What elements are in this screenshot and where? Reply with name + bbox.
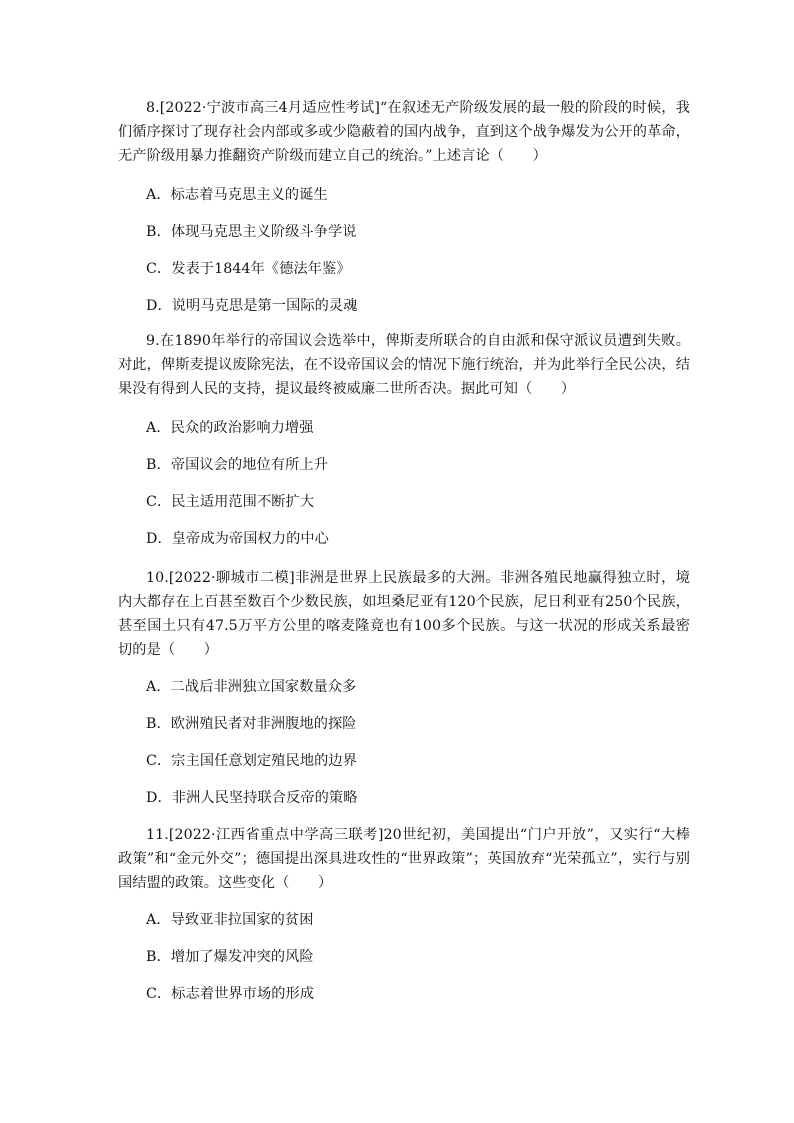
question-9-option-a: A．民众的政治影响力增强	[146, 420, 314, 436]
question-11-stem: 11.[2022·江西省重点中学高三联考]20世纪初，美国提出“门户开放”，又实行“大棒政策”和“金元外交”；德国提出深具进攻性的“世界政策”；英国放弃“光荣孤立”，实行与别国结盟的政策。这些变化（ ）	[118, 827, 690, 891]
question-8-option-a: A．标志着马克思主义的诞生	[146, 187, 328, 203]
question-8-option-d: D．说明马克思是第一国际的灵魂	[146, 298, 358, 314]
question-8-option-c: C．发表于1844年《德法年鉴》	[146, 261, 351, 277]
question-10-stem: 10.[2022·聊城市二模]非洲是世界上民族最多的大洲。非洲各殖民地赢得独立时，境内大都存在上百甚至数百个少数民族，如坦桑尼亚有120个民族，尼日利亚有250个民族，甚至国土只有47.5万平方公里的喀麦隆竟也有100多个民族。与这一状况的形成关系最密切的是（ ）	[118, 570, 690, 658]
question-10-option-b: B．欧洲殖民者对非洲腹地的探险	[146, 716, 357, 732]
question-10-option-a: A．二战后非洲独立国家数量众多	[146, 679, 357, 695]
question-9-stem: 9.在1890年举行的帝国议会选举中，俾斯麦所联合的自由派和保守派议员遭到失败。对此，俾斯麦提议废除宪法，在不设帝国议会的情况下施行统治，并为此举行全民公决，结果没有得到人民的支持，提议最终被威廉二世所否决。据此可知（ ）	[118, 333, 690, 397]
question-9-option-d: D．皇帝成为帝国权力的中心	[146, 531, 329, 547]
question-9-option-b: B．帝国议会的地位有所上升	[146, 457, 328, 473]
question-9-option-c: C．民主适用范围不断扩大	[146, 494, 315, 510]
question-8-stem: 8.[2022·宁波市高三4月适应性考试]“在叙述无产阶级发展的最一般的阶段的时候，我们循序探讨了现存社会内部或多或少隐蔽着的国内战争，直到这个战争爆发为公开的革命，无产阶级用暴力推翻资产阶级而建立自己的统治。”上述言论（ ）	[118, 100, 690, 164]
question-11-option-a: A．导致亚非拉国家的贫困	[146, 912, 314, 928]
question-10-option-d: D．非洲人民坚持联合反帝的策略	[146, 790, 358, 806]
question-8-option-b: B．体现马克思主义阶级斗争学说	[146, 224, 357, 240]
question-10-option-c: C．宗主国任意划定殖民地的边界	[146, 753, 357, 769]
question-11-option-b: B．增加了爆发冲突的风险	[146, 949, 314, 965]
question-11-option-c: C．标志着世界市场的形成	[146, 986, 315, 1002]
